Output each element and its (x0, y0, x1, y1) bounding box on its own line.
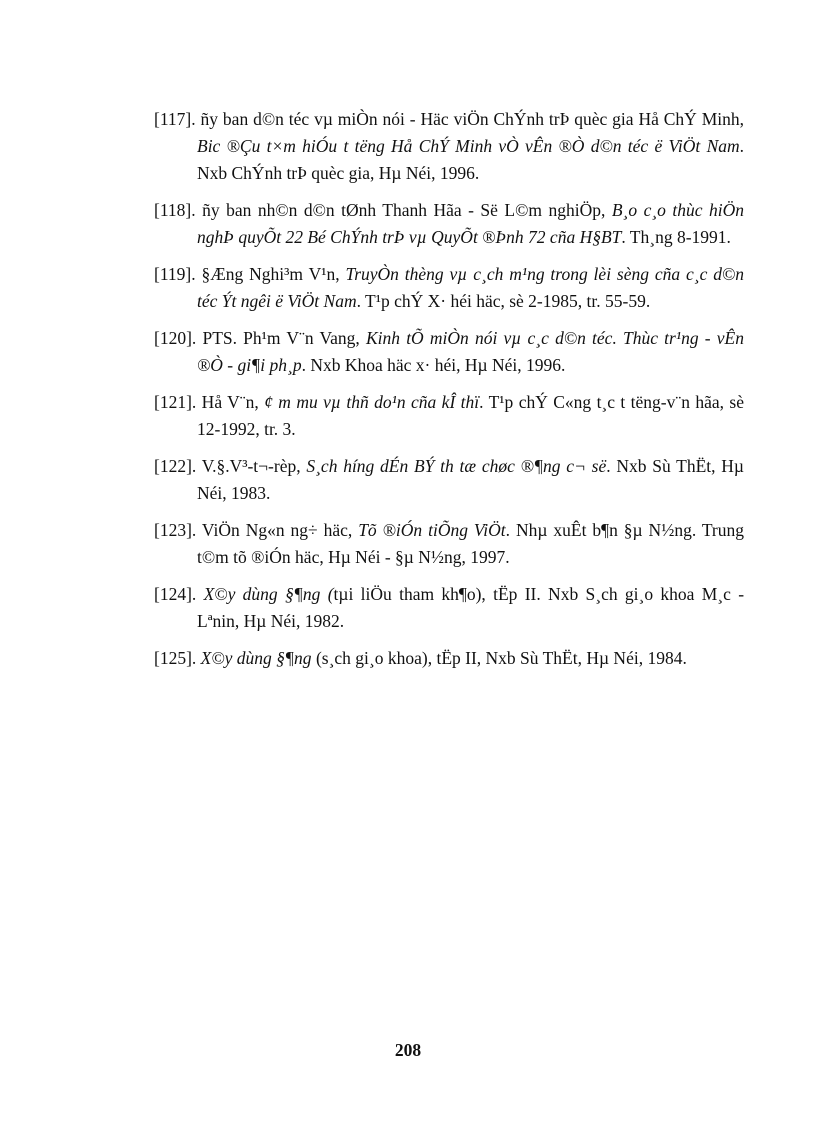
page-number: 208 (394, 1040, 422, 1060)
reference-122: [122]. V.§.V³-t¬-rèp, S¸ch híng dÉn BÝ th tæ chøc ®¶ng c¬ së. Nxb Sù ThËt, Hµ Néi, 1983. (154, 456, 744, 503)
reference-124: [124]. X©y dùng §¶ng (tµi liÖu tham kh¶o), tËp II. Nxb S¸ch gi¸o khoa M¸c - Lªnin, Hµ Néi, 1982. (154, 584, 745, 631)
reference-121: [121]. Hå V¨n, ¢ m mu vµ thñ do¹n cña kÎ thï. T¹p chÝ C«ng t¸c t tëng-v¨n hãa, sè 12-1992, tr. 3. (154, 392, 744, 439)
reference-list (154, 106, 744, 682)
reference-117: [117]. ñy ban d©n téc vµ miÒn nói - Häc viÖn ChÝnh trÞ quèc gia Hå ChÝ Minh, Bic ®Çu t×m hiÓu t tëng Hå ChÝ Minh vÒ vÊn ®Ò d©n téc ë ViÖt Nam. Nxb ChÝnh trÞ quèc gia, Hµ Néi, 1996. (154, 109, 744, 183)
reference-125: [125]. X©y dùng §¶ng (s¸ch gi¸o khoa), tËp II, Nxb Sù ThËt, Hµ Néi, 1984. (154, 648, 687, 668)
reference-119: [119]. §Æng Nghi³m V¹n, TruyÒn thèng vµ c¸ch m¹ng trong lèi sèng cña c¸c d©n téc Ýt ngêi ë ViÖt Nam. T¹p chÝ X· héi häc, sè 2-1985, tr. 55-59. (154, 264, 744, 311)
reference-123: [123]. ViÖn Ng«n ng÷ häc, Tõ ®iÓn tiÕng ViÖt. Nhµ xuÊt b¶n §µ N½ng. Trung t©m tõ ®iÓn häc, Hµ Néi - §µ N½ng, 1997. (154, 520, 744, 567)
reference-120: [120]. PTS. Ph¹m V¨n Vang, Kinh tÕ miÒn nói vµ c¸c d©n téc. Thùc tr¹ng - vÊn ®Ò - gi¶i ph¸p. Nxb Khoa häc x· héi, Hµ Néi, 1996. (154, 328, 744, 375)
reference-118: [118]. ñy ban nh©n d©n tØnh Thanh Hãa - Së L©m nghiÖp, B¸o c¸o thùc hiÖn nghÞ quyÕt 22 Bé ChÝnh trÞ vµ QuyÕt ®Þnh 72 cña H§BT. Th¸ng 8-1991. (154, 200, 744, 247)
